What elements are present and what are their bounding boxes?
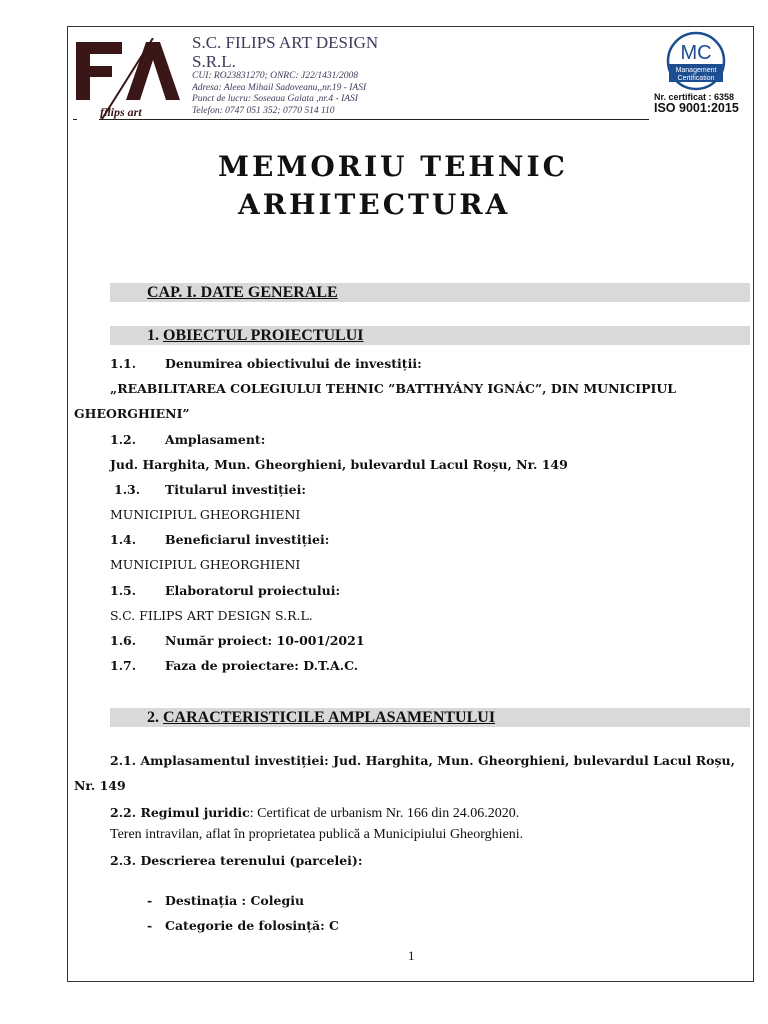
item-1-2-number: 1.2. — [110, 432, 137, 447]
company-address: Adresa: Aleea Mihail Sadoveanu,,nr.19 - IASI — [192, 82, 367, 93]
section2-heading — [147, 709, 495, 727]
para-2-2-text: : Certificat de urbanism Nr. 166 din 24.06.2020. — [249, 806, 520, 821]
para-2-2-label: 2.2. Regimul juridic — [110, 805, 250, 820]
item-1-7-number: 1.7. — [110, 658, 137, 673]
title-line1: MEMORIU TEHNIC — [218, 150, 568, 183]
company-name-line1: S.C. FILIPS ART DESIGN — [192, 33, 379, 52]
section1-heading — [147, 327, 364, 345]
header-rule — [99, 119, 649, 120]
chapter-title: CAP. I. DATE GENERALE — [147, 284, 338, 301]
company-logo — [76, 38, 182, 120]
bullet-dash: - — [147, 918, 153, 933]
bullet-use-category: Categorie de folosință: C — [165, 918, 339, 933]
section2-number: 2. — [147, 709, 159, 726]
item-1-5-label: Elaboratorul proiectului: — [165, 583, 341, 598]
item-1-4-label: Beneficiarul investiției: — [165, 532, 330, 547]
item-1-1-number: 1.1. — [110, 356, 137, 371]
item-1-4-number: 1.4. — [110, 532, 137, 547]
objective-name-line1: „REABILITAREA COLEGIULUI TEHNIC ”BATTHYÁNY IGNÁC”, DIN MUNICIPIUL — [110, 381, 677, 396]
company-info — [192, 33, 417, 115]
company-cui: CUI: RO23831270; ONRC: J22/1431/2008 — [192, 71, 358, 81]
title-line2: ARHITECTURA — [238, 188, 511, 221]
mc-line2: Certification — [677, 75, 715, 82]
section1-number: 1. — [147, 327, 159, 344]
section2-title: CARACTERISTICILE AMPLASAMENTULUI — [163, 709, 496, 726]
item-1-7-label: Faza de proiectare: D.T.A.C. — [165, 658, 359, 673]
item-1-3-number: 1.3. — [114, 482, 141, 497]
para-2-3: 2.3. Descrierea terenului (parcelei): — [110, 853, 363, 868]
para-2-2 — [110, 802, 519, 822]
developer-value: S.C. FILIPS ART DESIGN S.R.L. — [110, 608, 313, 623]
company-phone: Telefon: 0747 051 352; 0770 514 110 — [192, 105, 335, 115]
item-1-5-number: 1.5. — [110, 583, 137, 598]
logo-subtext: filips art — [100, 105, 142, 119]
item-1-2-label: Amplasament: — [165, 432, 266, 447]
section1-title: OBIECTUL PROIECTULUI — [163, 327, 364, 344]
page-number: 1 — [408, 948, 415, 963]
bullet-destination: Destinația : Colegiu — [165, 893, 305, 908]
para-2-1-line2: Nr. 149 — [74, 778, 126, 793]
item-1-6-label: Număr proiect: 10-001/2021 — [165, 633, 365, 648]
para-2-2-line2: Teren intravilan, aflat în proprietatea publică a Municipiului Gheorghieni. — [110, 827, 524, 842]
item-1-1-label: Denumirea obiectivului de investiții: — [165, 356, 422, 371]
beneficiary-value: MUNICIPIUL GHEORGHIENI — [110, 557, 301, 572]
objective-name-line2: GHEORGHIENI” — [74, 406, 190, 421]
item-1-6-number: 1.6. — [110, 633, 137, 648]
mc-certification-badge — [664, 31, 728, 91]
mc-letters: MC — [680, 42, 712, 64]
certificate-number: Nr. certificat : 6358 — [654, 92, 735, 102]
iso-standard: ISO 9001:2015 — [654, 101, 739, 115]
location-value: Jud. Harghita, Mun. Gheorghieni, bulevardul Lacul Roșu, Nr. 149 — [110, 457, 568, 472]
bullet-dash: - — [147, 893, 153, 908]
mc-line1: Management — [675, 67, 717, 74]
company-workpoint: Punct de lucru: Soseaua Galata ,nr.4 - IASI — [192, 94, 358, 104]
para-2-1-line1: 2.1. Amplasamentul investiției: Jud. Harghita, Mun. Gheorghieni, bulevardul Lacul Roșu, — [110, 753, 735, 768]
header-dash — [73, 119, 77, 120]
item-1-3-label: Titularul investiției: — [165, 482, 306, 497]
company-name-line2: S.R.L. — [192, 52, 236, 71]
owner-value: MUNICIPIUL GHEORGHIENI — [110, 507, 301, 522]
